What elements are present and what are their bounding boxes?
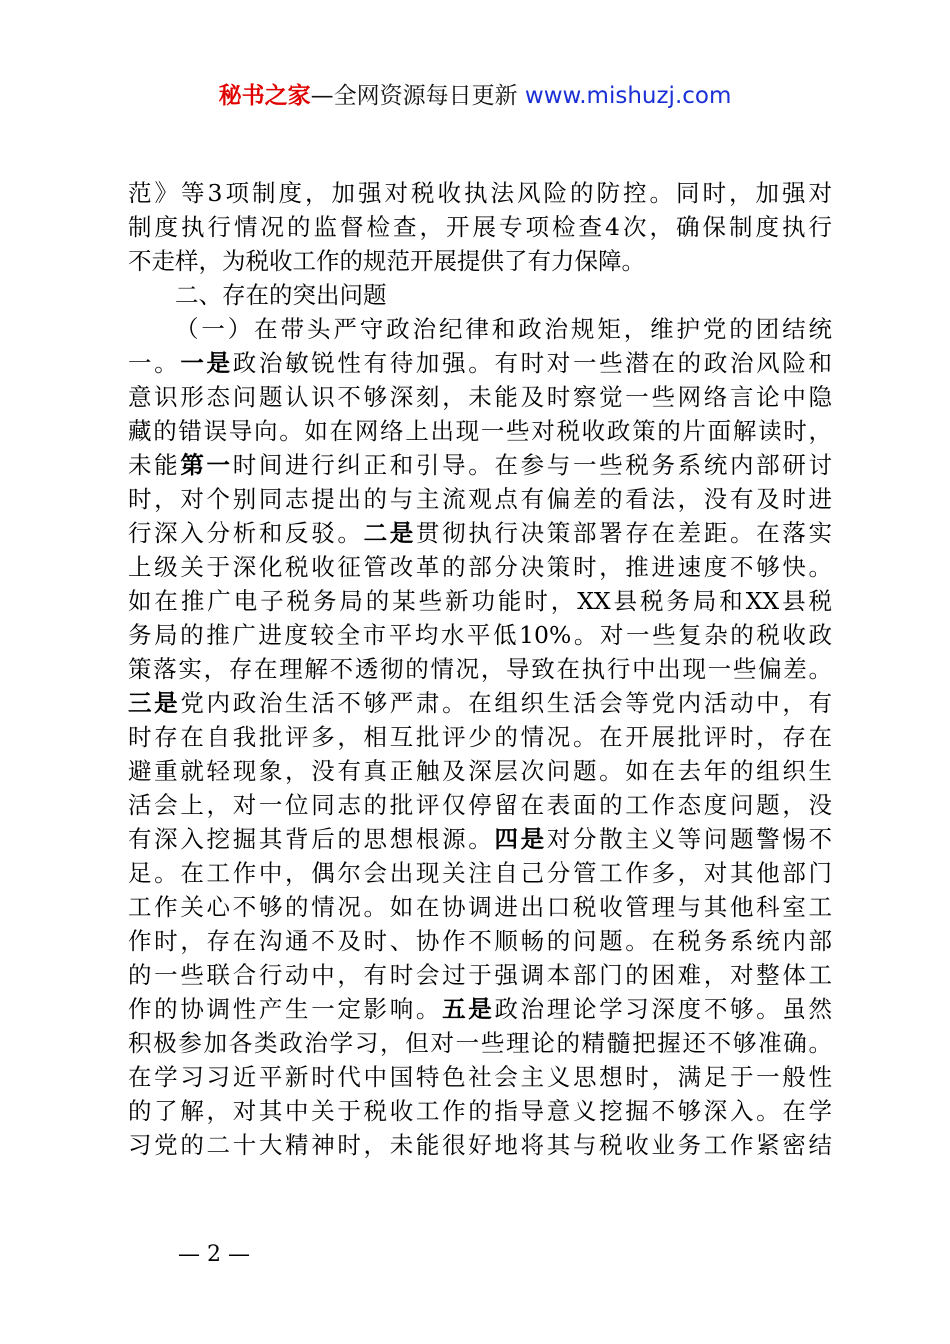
text-run: 制度执行情况的监督检查，开展专项检查4次，确保制度执行 [128, 213, 832, 241]
text-run: 范》等3项制度，加强对税收执法风险的防控。同时，加强对 [128, 179, 832, 207]
text-run: 政治理论学习深度不够。虽然 [494, 995, 833, 1023]
text-line [128, 1026, 832, 1060]
text-run: 对分散主义等问题警惕不 [546, 825, 833, 853]
text-run: 政治敏锐性有待加强。有时对一些潜在的政治风险和 [232, 349, 833, 377]
page-number: — 2 — [178, 1242, 250, 1267]
text-line [128, 890, 832, 924]
text-line [128, 516, 832, 550]
text-run: 时，对个别同志提出的与主流观点有偏差的看法，没有及时进 [128, 485, 832, 513]
text-run: 一。 [128, 349, 181, 377]
text-line [128, 958, 832, 992]
text-line [128, 822, 832, 856]
text-run: 务局的推广进度较全市平均水平低10%。对一些复杂的税收政 [128, 621, 832, 649]
text-run: 足。在工作中，偶尔会出现关注自己分管工作多，对其他部门 [128, 859, 832, 887]
text-run: 贯彻执行决策部署存在差距。在落实 [415, 519, 833, 547]
text-run: 藏的错误导向。如在网络上出现一些对税收政策的片面解读时， [128, 417, 832, 445]
text-line [128, 856, 832, 890]
text-run: 积极参加各类政治学习，但对一些理论的精髓把握还不够准确。 [128, 1029, 832, 1057]
bold-keyword: 二是 [363, 519, 416, 547]
text-line [128, 1128, 832, 1162]
text-run: （一）在带头严守政治纪律和政治规矩，维护党的团结统 [175, 315, 832, 343]
text-run: 党内政治生活不够严肃。在组织生活会等党内活动中，有 [180, 689, 833, 717]
text-run: 如在推广电子税务局的某些新功能时，XX县税务局和XX县税 [128, 587, 832, 615]
text-line [128, 788, 832, 822]
text-run: 二、存在的突出问题 [175, 281, 387, 309]
text-line [128, 618, 832, 652]
text-line [128, 686, 832, 720]
text-run: 意识形态问题认识不够深刻，未能及时察觉一些网络言论中隐 [128, 383, 832, 411]
text-line [128, 652, 832, 686]
text-run: 的了解，对其中关于税收工作的指导意义挖掘不够深入。在学 [128, 1097, 832, 1125]
document-body [128, 176, 832, 1162]
text-line [128, 346, 832, 380]
bold-keyword: 一是 [180, 349, 233, 377]
text-run: 作的协调性产生一定影响。 [128, 995, 443, 1023]
text-run: 不走样，为税收工作的规范开展提供了有力保障。 [128, 247, 645, 275]
bold-keyword: 三是 [128, 689, 181, 717]
bold-keyword: 四是 [494, 825, 547, 853]
text-line [128, 754, 832, 788]
text-line [128, 414, 832, 448]
text-run: 习党的二十大精神时，未能很好地将其与税收业务工作紧密结 [128, 1131, 832, 1159]
site-tagline: —全网资源每日更新 [310, 83, 518, 109]
text-run: 有深入挖掘其背后的思想根源。 [128, 825, 495, 853]
text-run: 的一些联合行动中，有时会过于强调本部门的困难，对整体工 [128, 961, 832, 989]
text-run: 上级关于深化税收征管改革的部分决策时，推进速度不够快。 [128, 553, 832, 581]
text-line [128, 278, 832, 312]
site-brand: 秘书之家 [218, 83, 311, 109]
text-line [128, 244, 832, 278]
text-line [128, 720, 832, 754]
text-line [128, 550, 832, 584]
text-run: 未能 [128, 451, 181, 479]
text-run: 作时，存在沟通不及时、协作不顺畅的问题。在税务系统内部 [128, 927, 832, 955]
text-line [128, 482, 832, 516]
text-run: 工作关心不够的情况。如在协调进出口税收管理与其他科室工 [128, 893, 832, 921]
text-run: 行深入分析和反驳。 [128, 519, 364, 547]
bold-keyword: 五是 [442, 995, 495, 1023]
text-line [128, 448, 832, 482]
text-line [128, 924, 832, 958]
site-url-link[interactable]: www.mishuzj.com [524, 83, 732, 109]
text-run: 策落实，存在理解不透彻的情况，导致在执行中出现一些偏差。 [128, 655, 832, 683]
text-run: 时存在自我批评多，相互批评少的情况。在开展批评时，存在 [128, 723, 832, 751]
text-line [128, 312, 832, 346]
site-header [0, 80, 950, 112]
text-run: 时间进行纠正和引导。在参与一些税务系统内部研讨 [232, 451, 833, 479]
text-run: 活会上，对一位同志的批评仅停留在表面的工作态度问题，没 [128, 791, 832, 819]
text-run: 在学习习近平新时代中国特色社会主义思想时，满足于一般性 [128, 1063, 832, 1091]
text-run: 避重就轻现象，没有真正触及深层次问题。如在去年的组织生 [128, 757, 832, 785]
text-line [128, 176, 832, 210]
text-line [128, 380, 832, 414]
bold-keyword: 第一 [180, 451, 233, 479]
text-line [128, 210, 832, 244]
text-line [128, 1060, 832, 1094]
text-line [128, 992, 832, 1026]
text-line [128, 584, 832, 618]
text-line [128, 1094, 832, 1128]
